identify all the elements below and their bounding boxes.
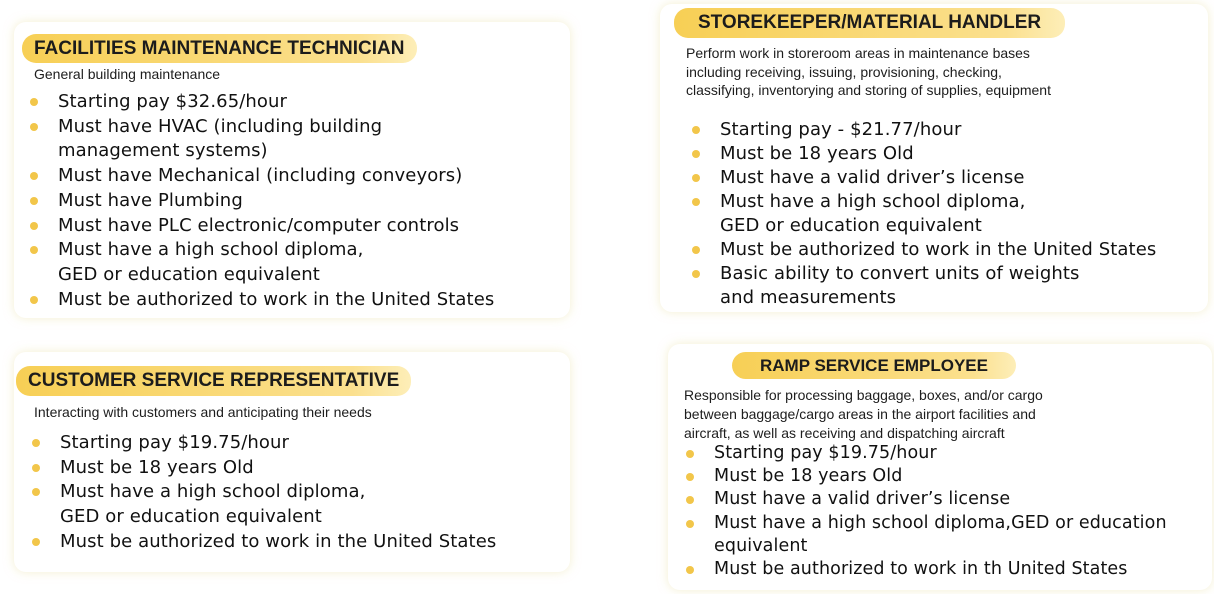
list-item: Starting pay $19.75/hour xyxy=(684,442,1167,465)
list-item: Must be authorized to work in the United States xyxy=(30,530,496,555)
description-line: General building maintenance xyxy=(34,66,221,82)
list-item: Starting pay $32.65/hour xyxy=(28,90,494,115)
description-line: Responsible for processing baggage, boxes, and/or cargo xyxy=(684,387,1043,403)
list-item: Must be authorized to work in the United States xyxy=(690,238,1156,262)
job-description xyxy=(34,404,372,420)
list-item: Must be 18 years Old xyxy=(684,465,1167,488)
job-card-facilities-maintenance xyxy=(14,22,570,318)
description-line: aircraft, as well as receiving and dispatching aircraft xyxy=(684,425,1005,441)
list-item: Must have Plumbing xyxy=(28,189,494,214)
job-title: STOREKEEPER/MATERIAL HANDLER xyxy=(674,8,1065,38)
job-title: CUSTOMER SERVICE REPRESENTATIVE xyxy=(16,366,411,396)
requirements-list xyxy=(690,118,1156,310)
list-item: Must have a high school diploma, GED or education equivalent xyxy=(30,480,496,529)
job-description xyxy=(34,66,220,82)
list-item: Must have a high school diploma, GED or education equivalent xyxy=(690,190,1156,238)
job-card-storekeeper xyxy=(660,4,1208,312)
list-item: Must be 18 years Old xyxy=(30,456,496,481)
list-item: Must have a valid driver’s license xyxy=(690,166,1156,190)
description-line: between baggage/cargo areas in the airport facilities and xyxy=(684,406,1036,422)
list-item: Must be authorized to work in th United States xyxy=(684,558,1167,581)
job-card-ramp-service xyxy=(668,344,1212,590)
list-item: Basic ability to convert units of weights and measurements xyxy=(690,262,1156,310)
requirements-list xyxy=(30,431,496,555)
description-line: Perform work in storeroom areas in maintenance bases xyxy=(686,45,1030,61)
description-line: Interacting with customers and anticipating their needs xyxy=(34,404,372,420)
job-card-customer-service xyxy=(14,352,570,572)
job-description xyxy=(686,44,1051,100)
list-item: Must have a high school diploma, GED or education equivalent xyxy=(28,238,494,287)
requirements-list xyxy=(684,442,1167,581)
requirements-list xyxy=(28,90,494,312)
list-item: Must be 18 years Old xyxy=(690,142,1156,166)
list-item: Must have a high school diploma,GED or education equivalent xyxy=(684,512,1167,558)
job-title: FACILITIES MAINTENANCE TECHNICIAN xyxy=(22,34,417,63)
list-item: Starting pay - $21.77/hour xyxy=(690,118,1156,142)
list-item: Must have Mechanical (including conveyors) xyxy=(28,164,494,189)
job-title: RAMP SERVICE EMPLOYEE xyxy=(732,352,1016,379)
description-line: including receiving, issuing, provisioning, checking, xyxy=(686,63,1002,80)
list-item: Must have a valid driver’s license xyxy=(684,488,1167,511)
list-item: Must be authorized to work in the United States xyxy=(28,288,494,313)
description-line: classifying, inventorying and storing of supplies, equipment xyxy=(686,82,1051,98)
list-item: Must have HVAC (including building management systems) xyxy=(28,115,494,164)
list-item: Must have PLC electronic/computer controls xyxy=(28,214,494,239)
job-description xyxy=(684,386,1043,443)
list-item: Starting pay $19.75/hour xyxy=(30,431,496,456)
